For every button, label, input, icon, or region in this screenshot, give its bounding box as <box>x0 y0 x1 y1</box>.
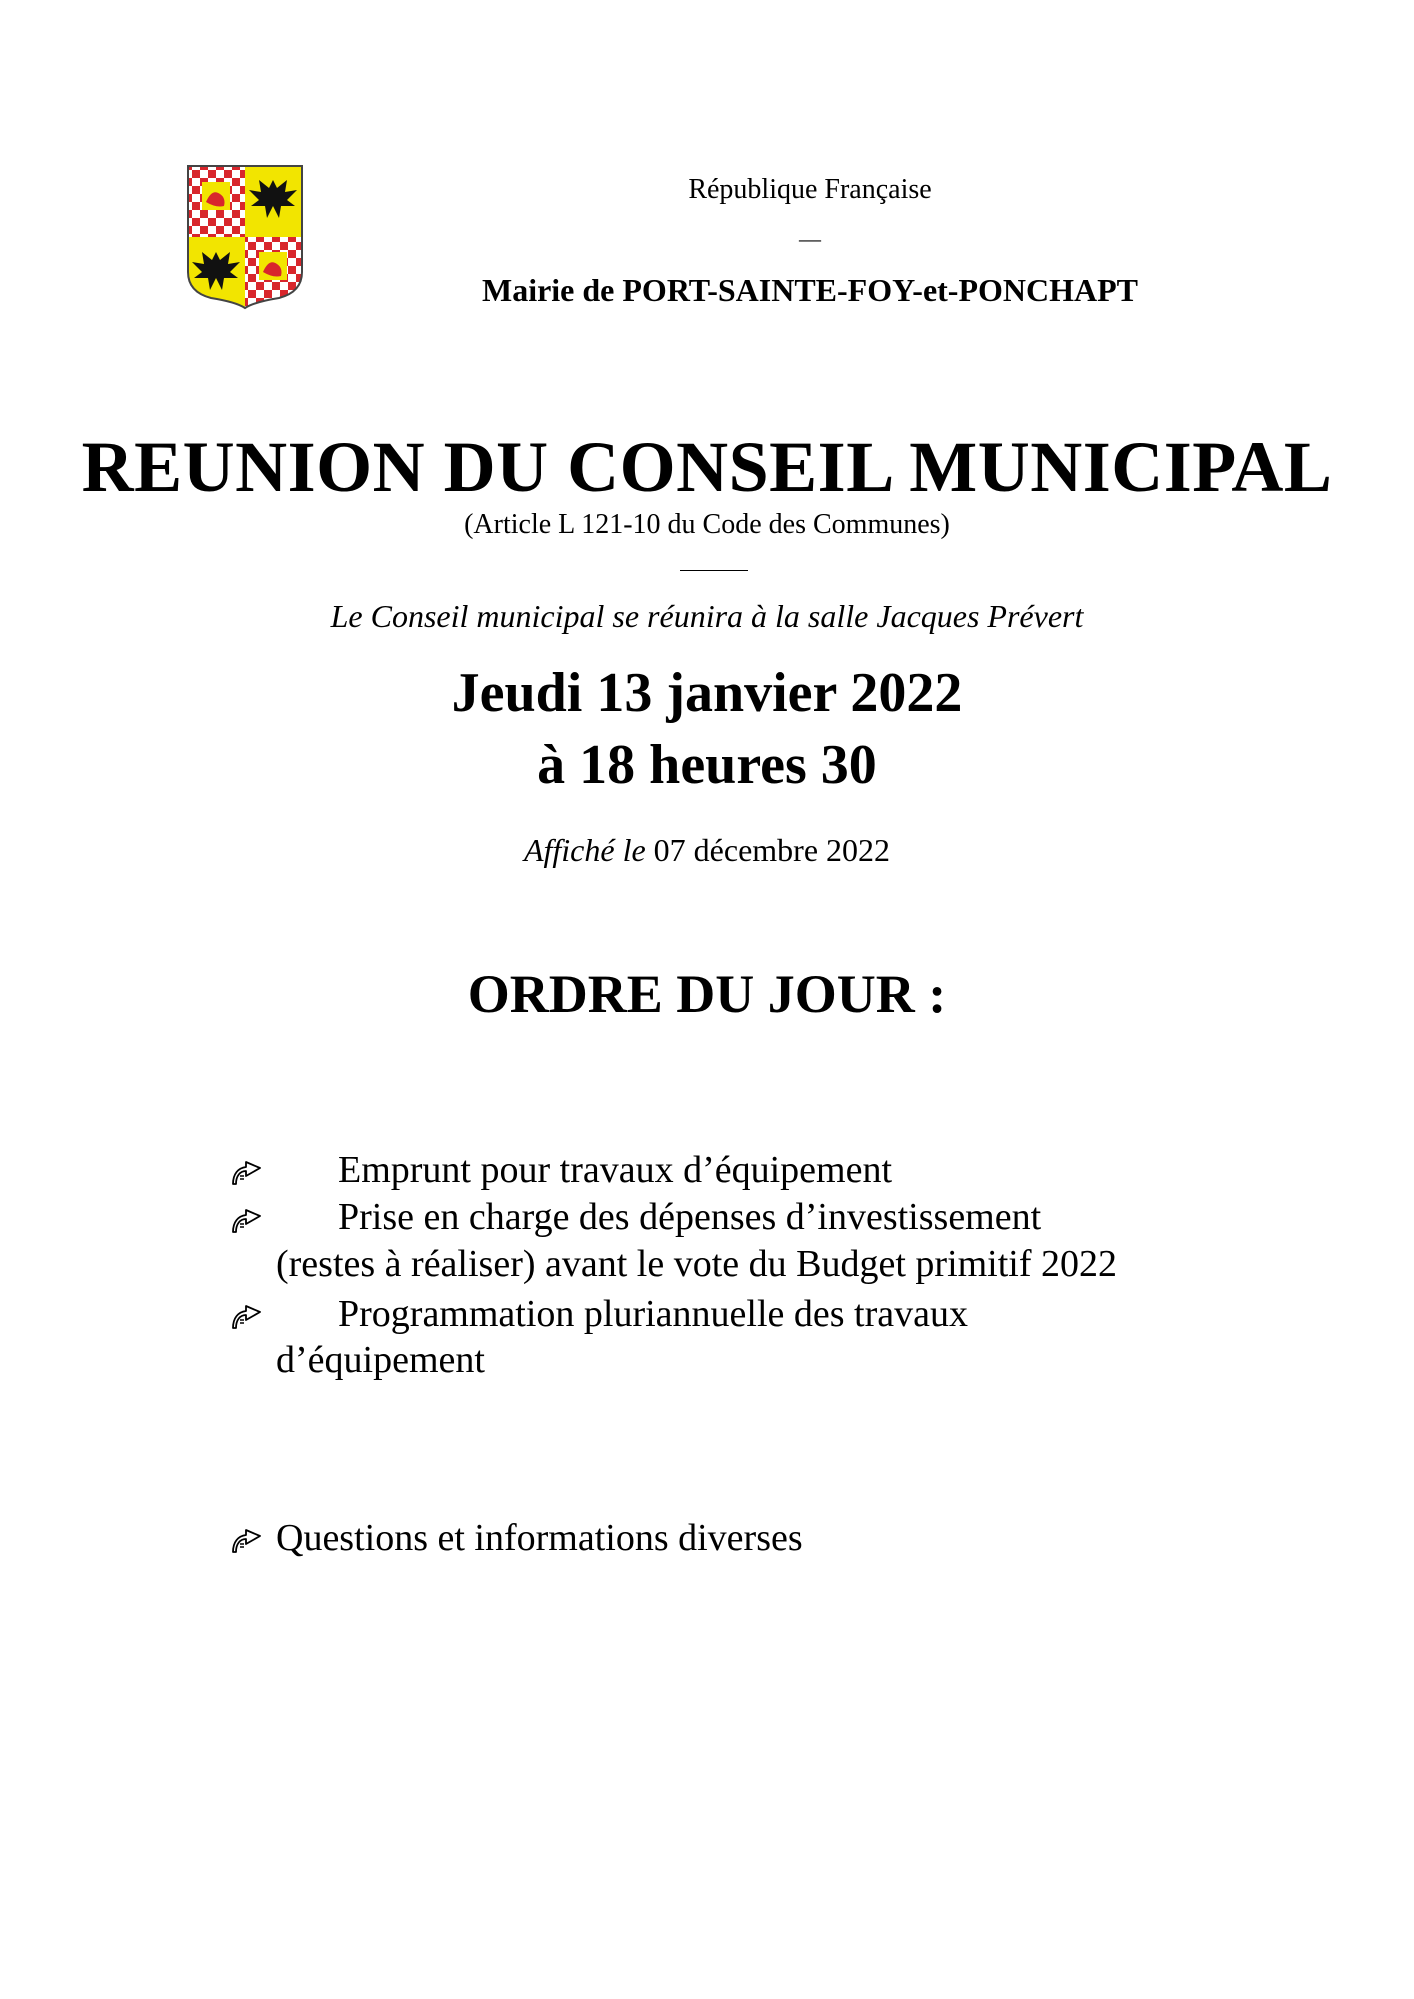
agenda-item-2-continued: (restes à réaliser) avant le vote du Budget primitif 2022 <box>276 1243 1118 1285</box>
page-title: REUNION DU CONSEIL MUNICIPAL <box>81 427 1333 507</box>
agenda-heading: ORDRE DU JOUR : <box>467 964 947 1024</box>
pointing-hand-icon <box>230 1522 266 1554</box>
coat-of-arms-logo <box>184 162 306 310</box>
agenda-item-1: Emprunt pour travaux d’équipement <box>338 1149 893 1191</box>
mairie-name: Mairie de PORT-SAINTE-FOY-et-PONCHAPT <box>481 272 1138 308</box>
pointing-hand-icon <box>230 1202 266 1234</box>
meeting-time: à 18 heures 30 <box>537 734 877 796</box>
article-reference: (Article L 121-10 du Code des Communes) <box>464 509 950 540</box>
pointing-hand-icon <box>230 1154 266 1186</box>
agenda-item-2: Prise en charge des dépenses d’investissement <box>338 1196 1042 1238</box>
agenda-item-3-continued: d’équipement <box>276 1339 485 1381</box>
agenda-item-4: Questions et informations diverses <box>276 1517 803 1559</box>
agenda-item-3: Programmation pluriannuelle des travaux <box>338 1293 968 1335</box>
divider <box>680 570 748 571</box>
pointing-hand-icon <box>230 1298 266 1330</box>
posted-label: Affiché le <box>523 832 646 868</box>
republique-francaise: République Française <box>688 174 932 205</box>
posted-date <box>0 830 1414 870</box>
header-separator: — <box>799 226 821 251</box>
meeting-location: Le Conseil municipal se réunira à la salle Jacques Prévert <box>330 598 1084 634</box>
posted-value: 07 décembre 2022 <box>653 832 891 868</box>
meeting-date: Jeudi 13 janvier 2022 <box>451 662 963 724</box>
